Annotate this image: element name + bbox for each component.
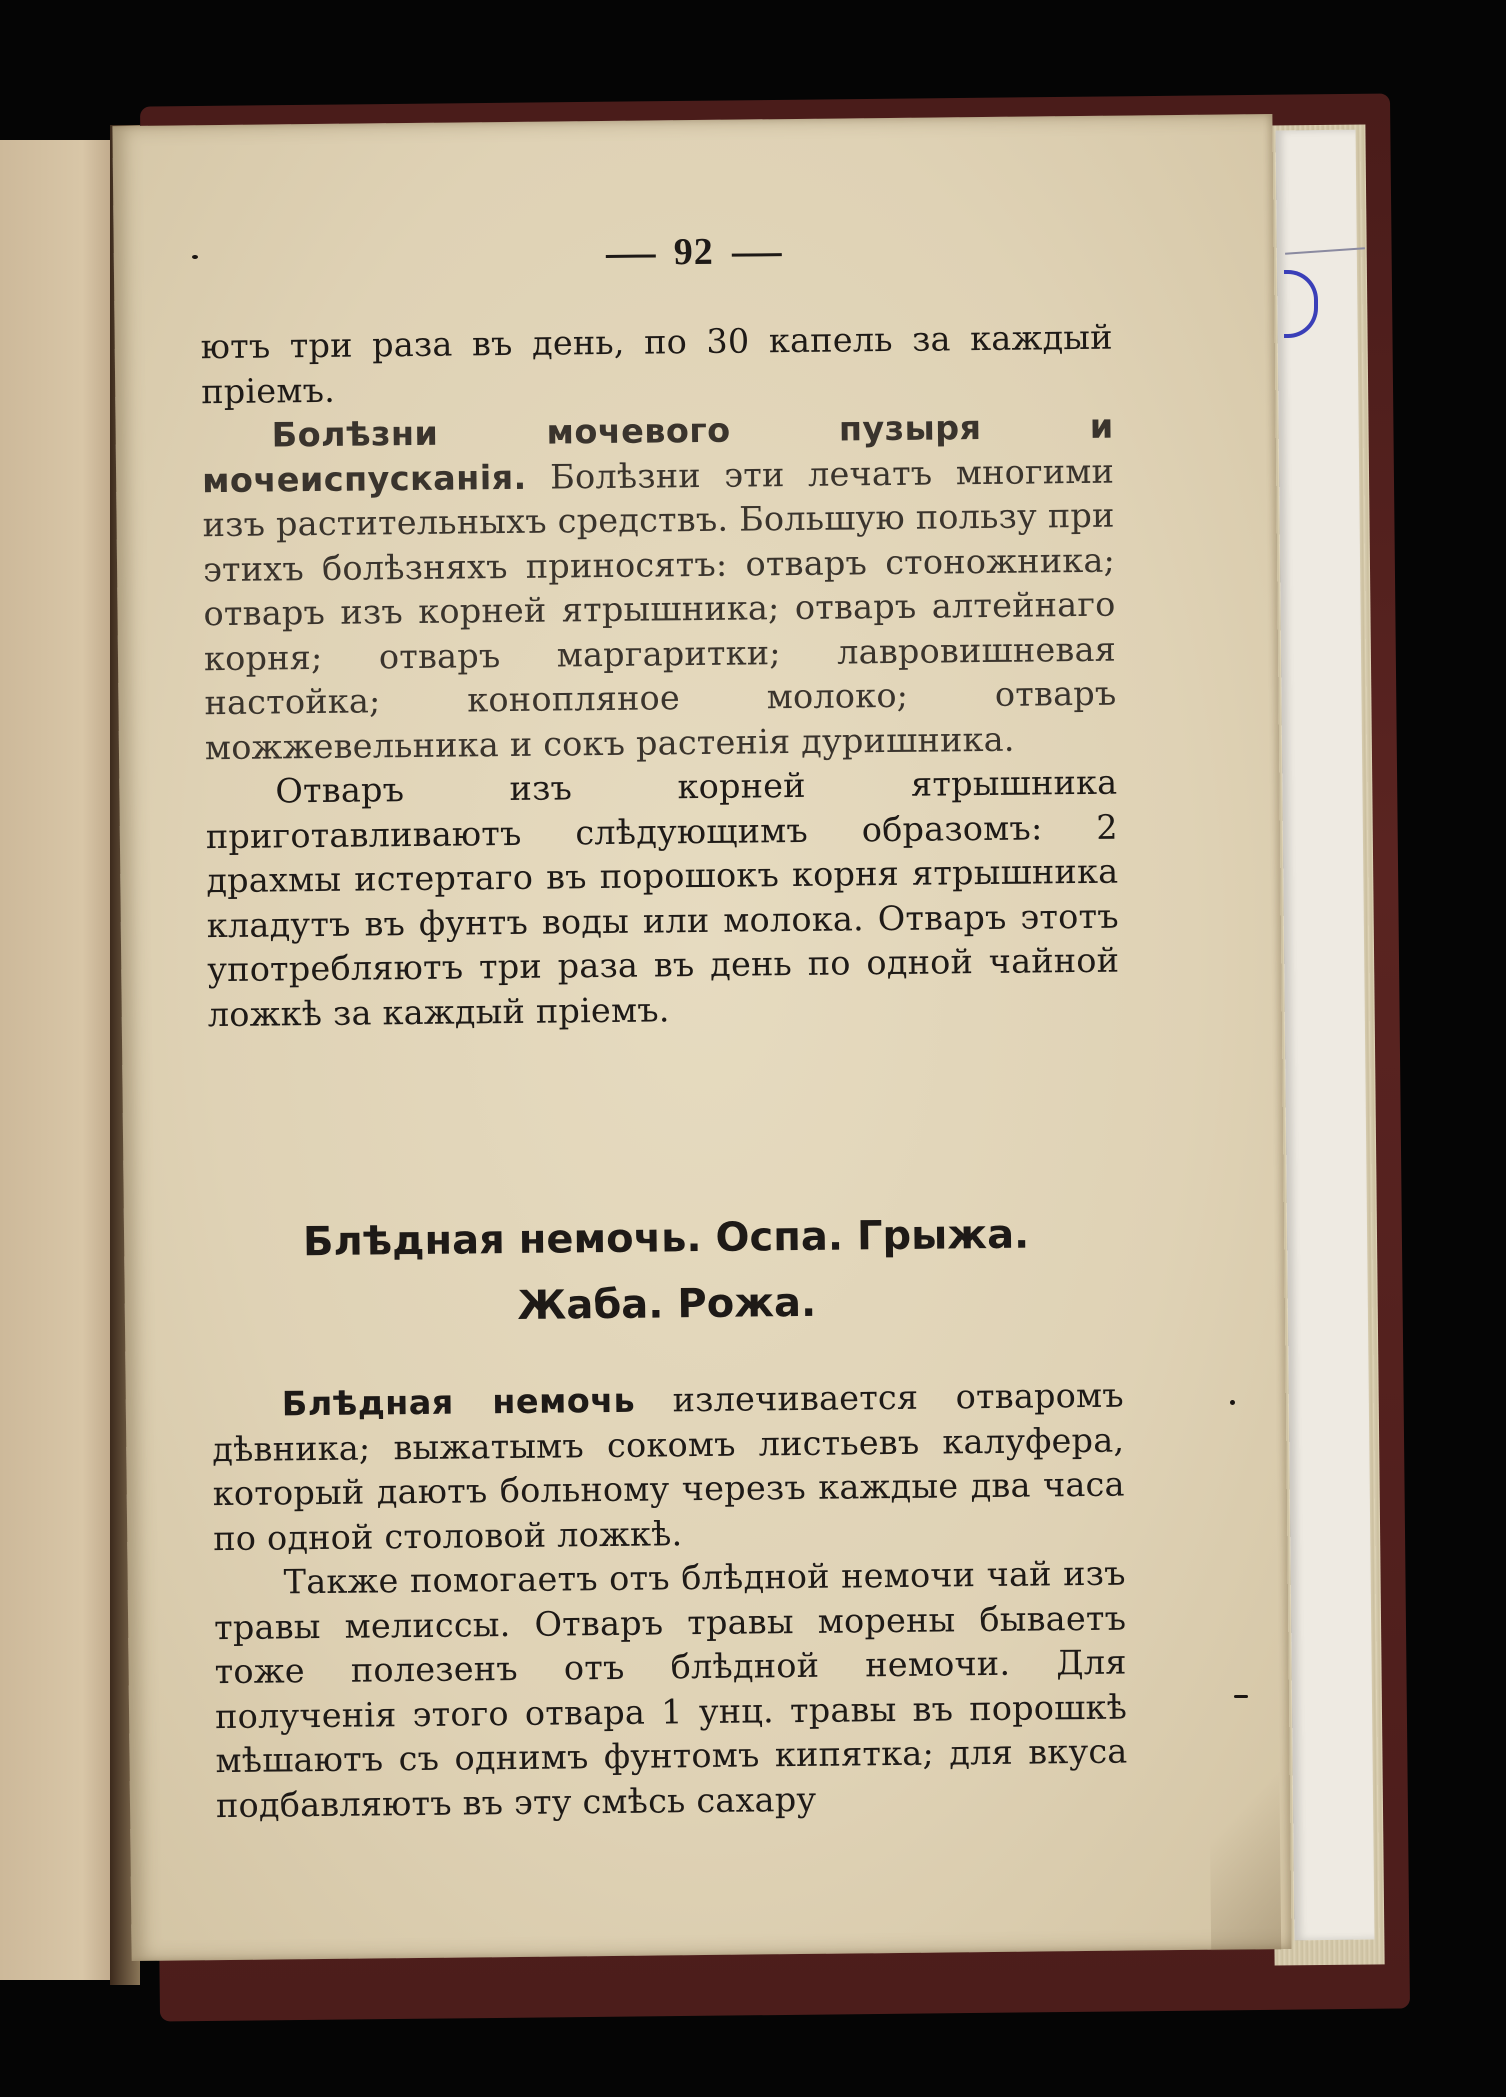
page-number-value: 92: [673, 230, 714, 274]
heading-line-1: Блѣдная немочь. Оспа. Грыжа.: [302, 1211, 1030, 1266]
paragraph: [201, 405, 1117, 771]
paragraph-lead: Блѣдная немочь: [281, 1380, 636, 1424]
paragraph-text: ютъ три раза въ день, по 30 капель за каждый пріемъ.: [200, 317, 1113, 411]
dash-right: [732, 253, 782, 257]
heading-line-2: Жаба. Рожа.: [517, 1279, 817, 1329]
dash-left: [606, 254, 656, 258]
body-text-bottom: [212, 1374, 1129, 1829]
facing-page: [0, 140, 118, 1980]
page-corner-curl: [1209, 1720, 1281, 1951]
paragraph-text: излечивается отваромъ дѣвника; выжатымъ сокомъ листьевъ калуфера, который даютъ больному черезъ каждые два часа по одной столовой ложкѣ.: [212, 1375, 1125, 1558]
section-heading: [210, 1201, 1123, 1343]
paragraph: [201, 316, 1114, 415]
paragraph: [212, 1374, 1126, 1562]
page-number: [114, 224, 1274, 280]
body-text-top: [201, 316, 1120, 1038]
paragraph-text: Отваръ изъ корней ятрышника приготавливаютъ слѣдующимъ образомъ: 2 драхмы истертаго въ порошокъ корня ятрышника кладутъ въ фунтъ воды или молока. Отваръ этотъ употребляютъ три раза въ день по одной чайной ложкѣ за каждый пріемъ.: [205, 762, 1120, 1034]
paragraph-text: Болѣзни эти лечатъ многими изъ растительныхъ средствъ. Большую пользу при этихъ болѣзняхъ приносятъ: отваръ стоножника; отваръ изъ корней ятрышника; отваръ алтейнаго корня; отваръ маргаритки; лавровишневая настойка; конопляное молоко; отваръ можжевельника и сокъ растенія дуришника.: [202, 451, 1117, 767]
paragraph: [205, 761, 1120, 1038]
paragraph-lead: Болѣзни мочевого пузыря и мочеиспусканія.: [201, 406, 1114, 500]
paragraph: [213, 1552, 1128, 1829]
paragraph-text: Также помогаетъ отъ блѣдной немочи чай изъ травы мелиссы. Отваръ травы морены бываетъ тоже полезенъ отъ блѣдной немочи. Для полученія этого отвара 1 унц. травы въ порошкѣ мѣшаютъ съ однимъ фунтомъ кипятка; для вкуса подбавляютъ въ эту смѣсь сахару: [213, 1553, 1128, 1825]
book-page: [112, 114, 1291, 1961]
